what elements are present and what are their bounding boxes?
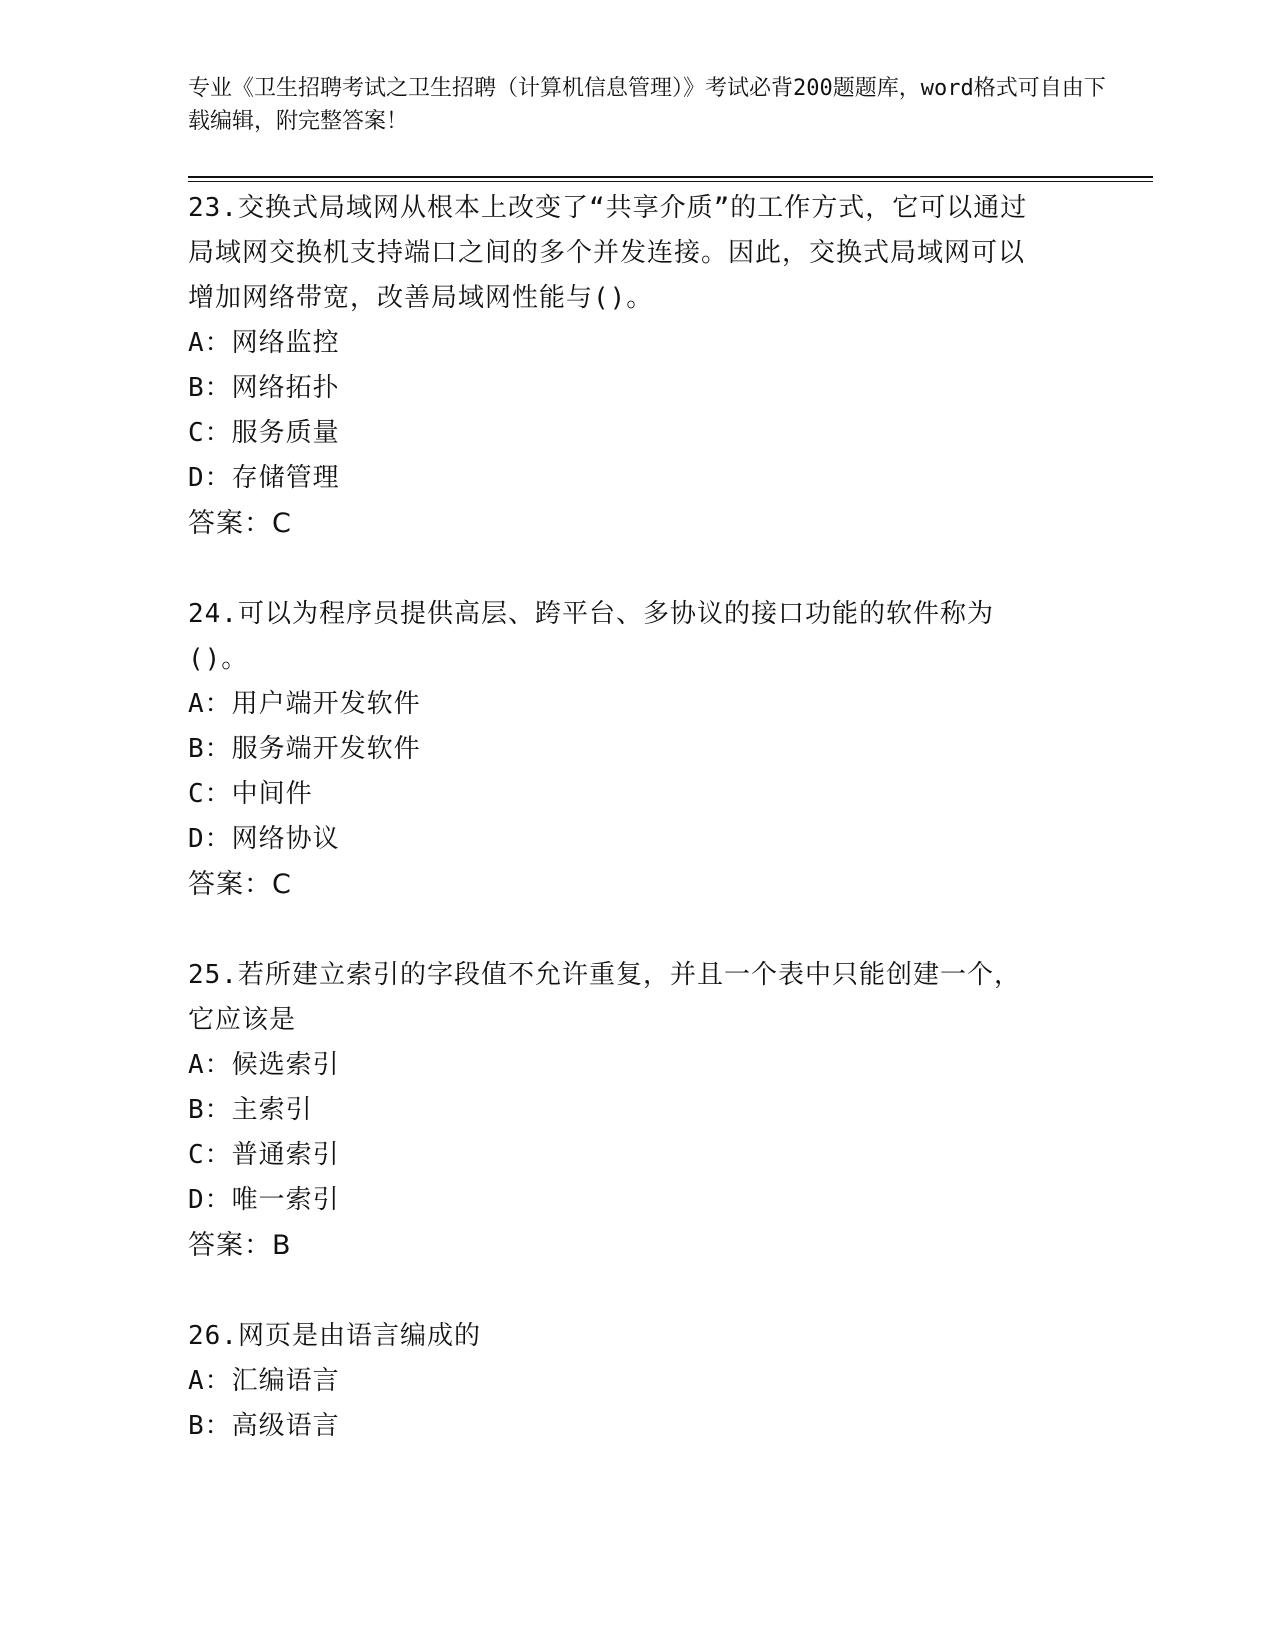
option-c: C：服务质量 (188, 418, 340, 448)
option-b: B：主索引 (188, 1095, 313, 1125)
question-25 (188, 953, 1088, 1268)
question-stem: 23.交换式局域网从根本上改变了“共享介质”的工作方式，它可以通过局域网交换机支持端口之间的多个并发连接。因此，交换式局域网可以增加网络带宽，改善局域网性能与()。 (188, 193, 1028, 313)
question-list (188, 186, 1088, 1449)
option-a: A：用户端开发软件 (188, 689, 421, 719)
option-a: A：候选索引 (188, 1050, 340, 1080)
question-stem: 25.若所建立索引的字段值不允许重复，并且一个表中只能创建一个，它应该是 (188, 960, 1021, 1035)
header-divider-thin (188, 181, 1153, 182)
option-a: A：汇编语言 (188, 1366, 340, 1396)
answer-line: 答案：C (188, 508, 292, 539)
question-23 (188, 186, 1088, 546)
question-24 (188, 592, 1088, 907)
question-26 (188, 1314, 1088, 1449)
option-d: D：网络协议 (188, 824, 340, 854)
question-stem: 24.可以为程序员提供高层、跨平台、多协议的接口功能的软件称为()。 (188, 599, 994, 674)
option-b: B：网络拓扑 (188, 373, 340, 403)
document-header: 专业《卫生招聘考试之卫生招聘（计算机信息管理）》考试必背200题题库，word格式可自由下载编辑，附完整答案！ (188, 76, 1106, 134)
option-b: B：高级语言 (188, 1411, 340, 1441)
answer-line: 答案：C (188, 869, 292, 900)
question-stem: 26.网页是由语言编成的 (188, 1321, 481, 1351)
header-divider-thick (188, 176, 1153, 178)
option-d: D：唯一索引 (188, 1185, 340, 1215)
option-b: B：服务端开发软件 (188, 734, 421, 764)
option-d: D：存储管理 (188, 463, 340, 493)
option-c: C：普通索引 (188, 1140, 340, 1170)
option-c: C：中间件 (188, 779, 313, 809)
option-a: A：网络监控 (188, 328, 340, 358)
answer-line: 答案：B (188, 1230, 292, 1261)
